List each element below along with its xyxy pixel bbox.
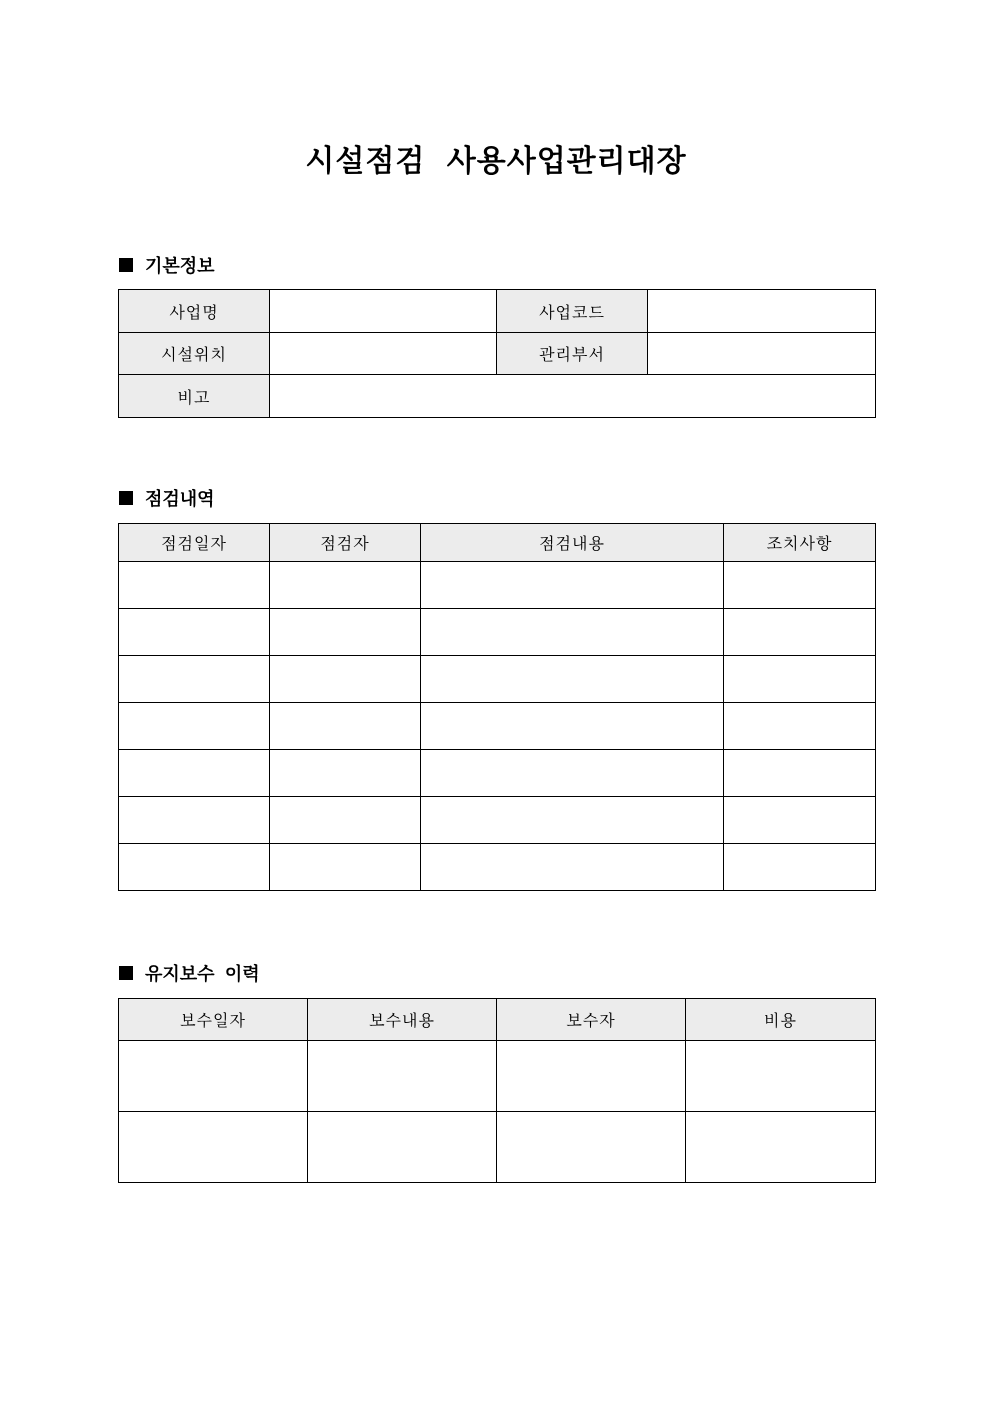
maintenance-table xyxy=(118,998,876,1183)
column-header: 보수내용 xyxy=(308,999,497,1041)
repair-date-cell[interactable] xyxy=(119,1112,308,1183)
action-taken-cell[interactable] xyxy=(724,609,876,656)
inspector-cell[interactable] xyxy=(270,609,421,656)
section-title: 기본정보 xyxy=(145,256,215,277)
table-row xyxy=(119,750,876,797)
action-taken-cell[interactable] xyxy=(724,703,876,750)
inspection-content-cell[interactable] xyxy=(421,797,724,844)
inspector-cell[interactable] xyxy=(270,844,421,891)
inspection-content-cell[interactable] xyxy=(421,750,724,797)
table-row xyxy=(119,797,876,844)
facility-location-field[interactable] xyxy=(270,333,497,375)
inspection-date-cell[interactable] xyxy=(119,750,270,797)
table-row xyxy=(119,1112,876,1183)
action-taken-cell[interactable] xyxy=(724,844,876,891)
table-row xyxy=(119,609,876,656)
inspector-cell[interactable] xyxy=(270,656,421,703)
column-header: 점검내용 xyxy=(421,524,724,562)
inspection-content-cell[interactable] xyxy=(421,562,724,609)
action-taken-cell[interactable] xyxy=(724,656,876,703)
column-header: 점검일자 xyxy=(119,524,270,562)
repairer-cell[interactable] xyxy=(497,1041,686,1112)
section-heading-maintenance xyxy=(119,961,260,985)
inspection-content-cell[interactable] xyxy=(421,609,724,656)
basic-info-table xyxy=(118,289,876,418)
column-header: 점검자 xyxy=(270,524,421,562)
action-taken-cell[interactable] xyxy=(724,750,876,797)
column-header: 조치사항 xyxy=(724,524,876,562)
section-heading-inspection xyxy=(119,486,215,510)
managing-dept-label: 관리부서 xyxy=(497,333,648,375)
repair-date-cell[interactable] xyxy=(119,1041,308,1112)
square-bullet-icon xyxy=(119,491,133,505)
inspection-date-cell[interactable] xyxy=(119,562,270,609)
table-row xyxy=(119,375,876,418)
inspection-date-cell[interactable] xyxy=(119,656,270,703)
section-title: 점검내역 xyxy=(145,489,215,510)
section-title: 유지보수 이력 xyxy=(145,964,260,985)
inspection-content-cell[interactable] xyxy=(421,656,724,703)
inspection-content-cell[interactable] xyxy=(421,844,724,891)
inspection-date-cell[interactable] xyxy=(119,844,270,891)
table-row xyxy=(119,290,876,333)
repair-content-cell[interactable] xyxy=(308,1041,497,1112)
square-bullet-icon xyxy=(119,258,133,272)
repairer-cell[interactable] xyxy=(497,1112,686,1183)
action-taken-cell[interactable] xyxy=(724,562,876,609)
project-code-label: 사업코드 xyxy=(497,290,648,333)
inspection-date-cell[interactable] xyxy=(119,703,270,750)
column-header: 비용 xyxy=(686,999,876,1041)
table-row xyxy=(119,844,876,891)
repair-content-cell[interactable] xyxy=(308,1112,497,1183)
cost-cell[interactable] xyxy=(686,1112,876,1183)
project-name-field[interactable] xyxy=(270,290,497,333)
cost-cell[interactable] xyxy=(686,1041,876,1112)
table-row xyxy=(119,703,876,750)
table-row xyxy=(119,1041,876,1112)
inspection-date-cell[interactable] xyxy=(119,797,270,844)
section-heading-basic-info xyxy=(119,253,215,277)
managing-dept-field[interactable] xyxy=(648,333,876,375)
inspection-content-cell[interactable] xyxy=(421,703,724,750)
inspector-cell[interactable] xyxy=(270,750,421,797)
project-name-label: 사업명 xyxy=(119,290,270,333)
square-bullet-icon xyxy=(119,966,133,980)
action-taken-cell[interactable] xyxy=(724,797,876,844)
inspector-cell[interactable] xyxy=(270,797,421,844)
project-code-field[interactable] xyxy=(648,290,876,333)
table-row xyxy=(119,562,876,609)
inspector-cell[interactable] xyxy=(270,703,421,750)
table-row xyxy=(119,333,876,375)
inspector-cell[interactable] xyxy=(270,562,421,609)
remarks-field[interactable] xyxy=(270,375,876,418)
column-header: 보수자 xyxy=(497,999,686,1041)
inspection-date-cell[interactable] xyxy=(119,609,270,656)
document-title: 시설점검 사용사업관리대장 xyxy=(305,144,687,179)
column-header: 보수일자 xyxy=(119,999,308,1041)
table-row xyxy=(119,656,876,703)
inspection-table xyxy=(118,523,876,891)
remarks-label: 비고 xyxy=(119,375,270,418)
table-header-row xyxy=(119,999,876,1041)
table-header-row xyxy=(119,524,876,562)
facility-location-label: 시설위치 xyxy=(119,333,270,375)
